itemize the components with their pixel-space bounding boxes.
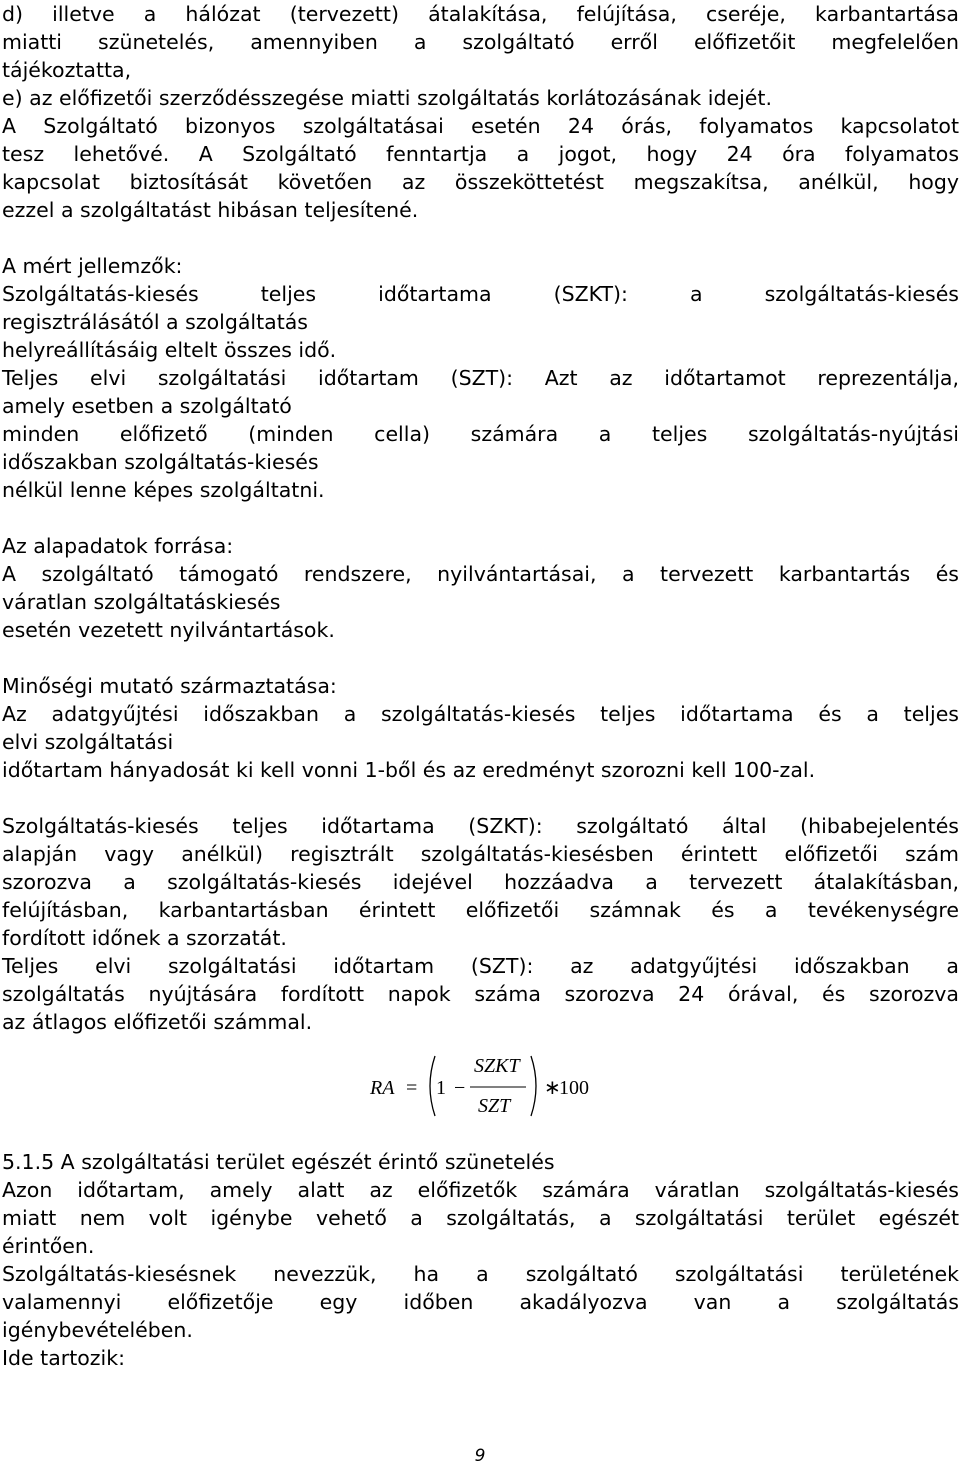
formula-minus: − xyxy=(454,1077,466,1099)
formula-denominator: SZT xyxy=(478,1095,511,1117)
text-line: A szolgáltató támogató rendszere, nyilvántartásai, a tervezett karbantartás és xyxy=(2,562,959,586)
formula-equals: = xyxy=(406,1077,418,1099)
formula-numerator: SZKT xyxy=(474,1055,520,1077)
text-line: felújításban, karbantartásban érintett előfizetői számnak és a tevékenységre xyxy=(2,898,959,922)
text-line: Ide tartozik: xyxy=(2,1346,126,1370)
text-line: amely esetben a szolgáltató xyxy=(2,394,292,418)
document-page xyxy=(2,0,959,1372)
formula-hundred: 100 xyxy=(559,1077,589,1099)
text-line: az átlagos előfizetői számmal. xyxy=(2,1010,313,1034)
paragraph-data-source xyxy=(2,532,959,644)
formula-one: 1 xyxy=(436,1077,446,1099)
fraction-bar xyxy=(470,1085,526,1089)
right-paren-icon xyxy=(528,1054,544,1118)
spacer xyxy=(2,504,959,532)
text-line: valamennyi előfizetője egy időben akadályozva van a szolgáltatás xyxy=(2,1290,959,1314)
text-line: szolgáltatás nyújtására fordított napok száma szorozva 24 órával, és szorozva xyxy=(2,982,959,1006)
text-line: Szolgáltatás-kiesésnek nevezzük, ha a szolgáltató szolgáltatási területének xyxy=(2,1262,959,1286)
spacer xyxy=(2,644,959,672)
text-line: Szolgáltatás-kiesés teljes időtartama (SZKT): szolgáltató által (hibabejelentés xyxy=(2,814,959,838)
paragraph-outage-exceptions xyxy=(2,0,959,224)
text-line: elvi szolgáltatási xyxy=(2,730,174,754)
page-number: 9 xyxy=(474,1446,486,1466)
text-line: Minőségi mutató származtatása: xyxy=(2,674,337,698)
text-line: miatti szünetelés, amennyiben a szolgáltató erről előfizetőit megfelelően xyxy=(2,30,959,54)
text-line: kapcsolat biztosítását követően az összeköttetést megszakítsa, anélkül, hogy xyxy=(2,170,959,194)
text-line: esetén vezetett nyilvántartások. xyxy=(2,618,335,642)
text-line: regisztrálásától a szolgáltatás xyxy=(2,310,308,334)
formula-lhs: RA xyxy=(370,1077,395,1099)
text-line: e) az előfizetői szerződésszegése miatti szolgáltatás korlátozásának idejét. xyxy=(2,86,772,110)
text-line: d) illetve a hálózat (tervezett) átalakítása, felújítása, cseréje, karbantartása xyxy=(2,2,959,26)
text-line: Teljes elvi szolgáltatási időtartam (SZT): Azt az időtartamot reprezentálja, xyxy=(2,366,959,390)
text-line: A Szolgáltató bizonyos szolgáltatásai esetén 24 órás, folyamatos kapcsolatot xyxy=(2,114,959,138)
text-line: miatt nem volt igénybe vehető a szolgáltatás, a szolgáltatási terület egészét xyxy=(2,1206,959,1230)
text-line: alapján vagy anélkül) regisztrált szolgáltatás-kiesésben érintett előfizetői szám xyxy=(2,842,959,866)
text-line: Az alapadatok forrása: xyxy=(2,534,234,558)
spacer xyxy=(2,784,959,812)
section-5-1-5 xyxy=(2,1148,959,1372)
text-line: minden előfizető (minden cella) számára a teljes szolgáltatás-nyújtási xyxy=(2,422,959,446)
text-line: váratlan szolgáltatáskiesés xyxy=(2,590,281,614)
text-line: fordított időnek a szorzatát. xyxy=(2,926,287,950)
text-line: érintően. xyxy=(2,1234,95,1258)
text-line: Az adatgyűjtési időszakban a szolgáltatás-kiesés teljes időtartama és a teljes xyxy=(2,702,959,726)
paragraph-derivation xyxy=(2,672,959,784)
text-line: igénybevételében. xyxy=(2,1318,193,1342)
formula-times: ∗ xyxy=(544,1077,561,1099)
text-line: időszakban szolgáltatás-kiesés xyxy=(2,450,319,474)
text-line: tesz lehetővé. A Szolgáltató fenntartja a jogot, hogy 24 óra folyamatos xyxy=(2,142,959,166)
text-line: Azon időtartam, amely alatt az előfizetők számára váratlan szolgáltatás-kiesés xyxy=(2,1178,959,1202)
text-line: A mért jellemzők: xyxy=(2,254,183,278)
text-line: ezzel a szolgáltatást hibásan teljesítené. xyxy=(2,198,419,222)
text-line: helyreállításáig eltelt összes idő. xyxy=(2,338,337,362)
paragraph-measured-characteristics xyxy=(2,252,959,504)
text-line: tájékoztatta, xyxy=(2,58,132,82)
text-line: nélkül lenne képes szolgáltatni. xyxy=(2,478,325,502)
text-line: időtartam hányadosát ki kell vonni 1-ből és az eredményt szorozni kell 100-zal. xyxy=(2,758,816,782)
text-line: szorozva a szolgáltatás-kiesés idejével hozzáadva a tervezett átalakításban, xyxy=(2,870,959,894)
text-line: Szolgáltatás-kiesés teljes időtartama (SZKT): a szolgáltatás-kiesés xyxy=(2,282,959,306)
text-line: Teljes elvi szolgáltatási időtartam (SZT): az adatgyűjtési időszakban a xyxy=(2,954,959,978)
spacer xyxy=(2,224,959,252)
ra-formula xyxy=(2,1048,959,1126)
text-line: 5.1.5 A szolgáltatási terület egészét érintő szünetelés xyxy=(2,1150,555,1174)
paragraph-definitions xyxy=(2,812,959,1036)
